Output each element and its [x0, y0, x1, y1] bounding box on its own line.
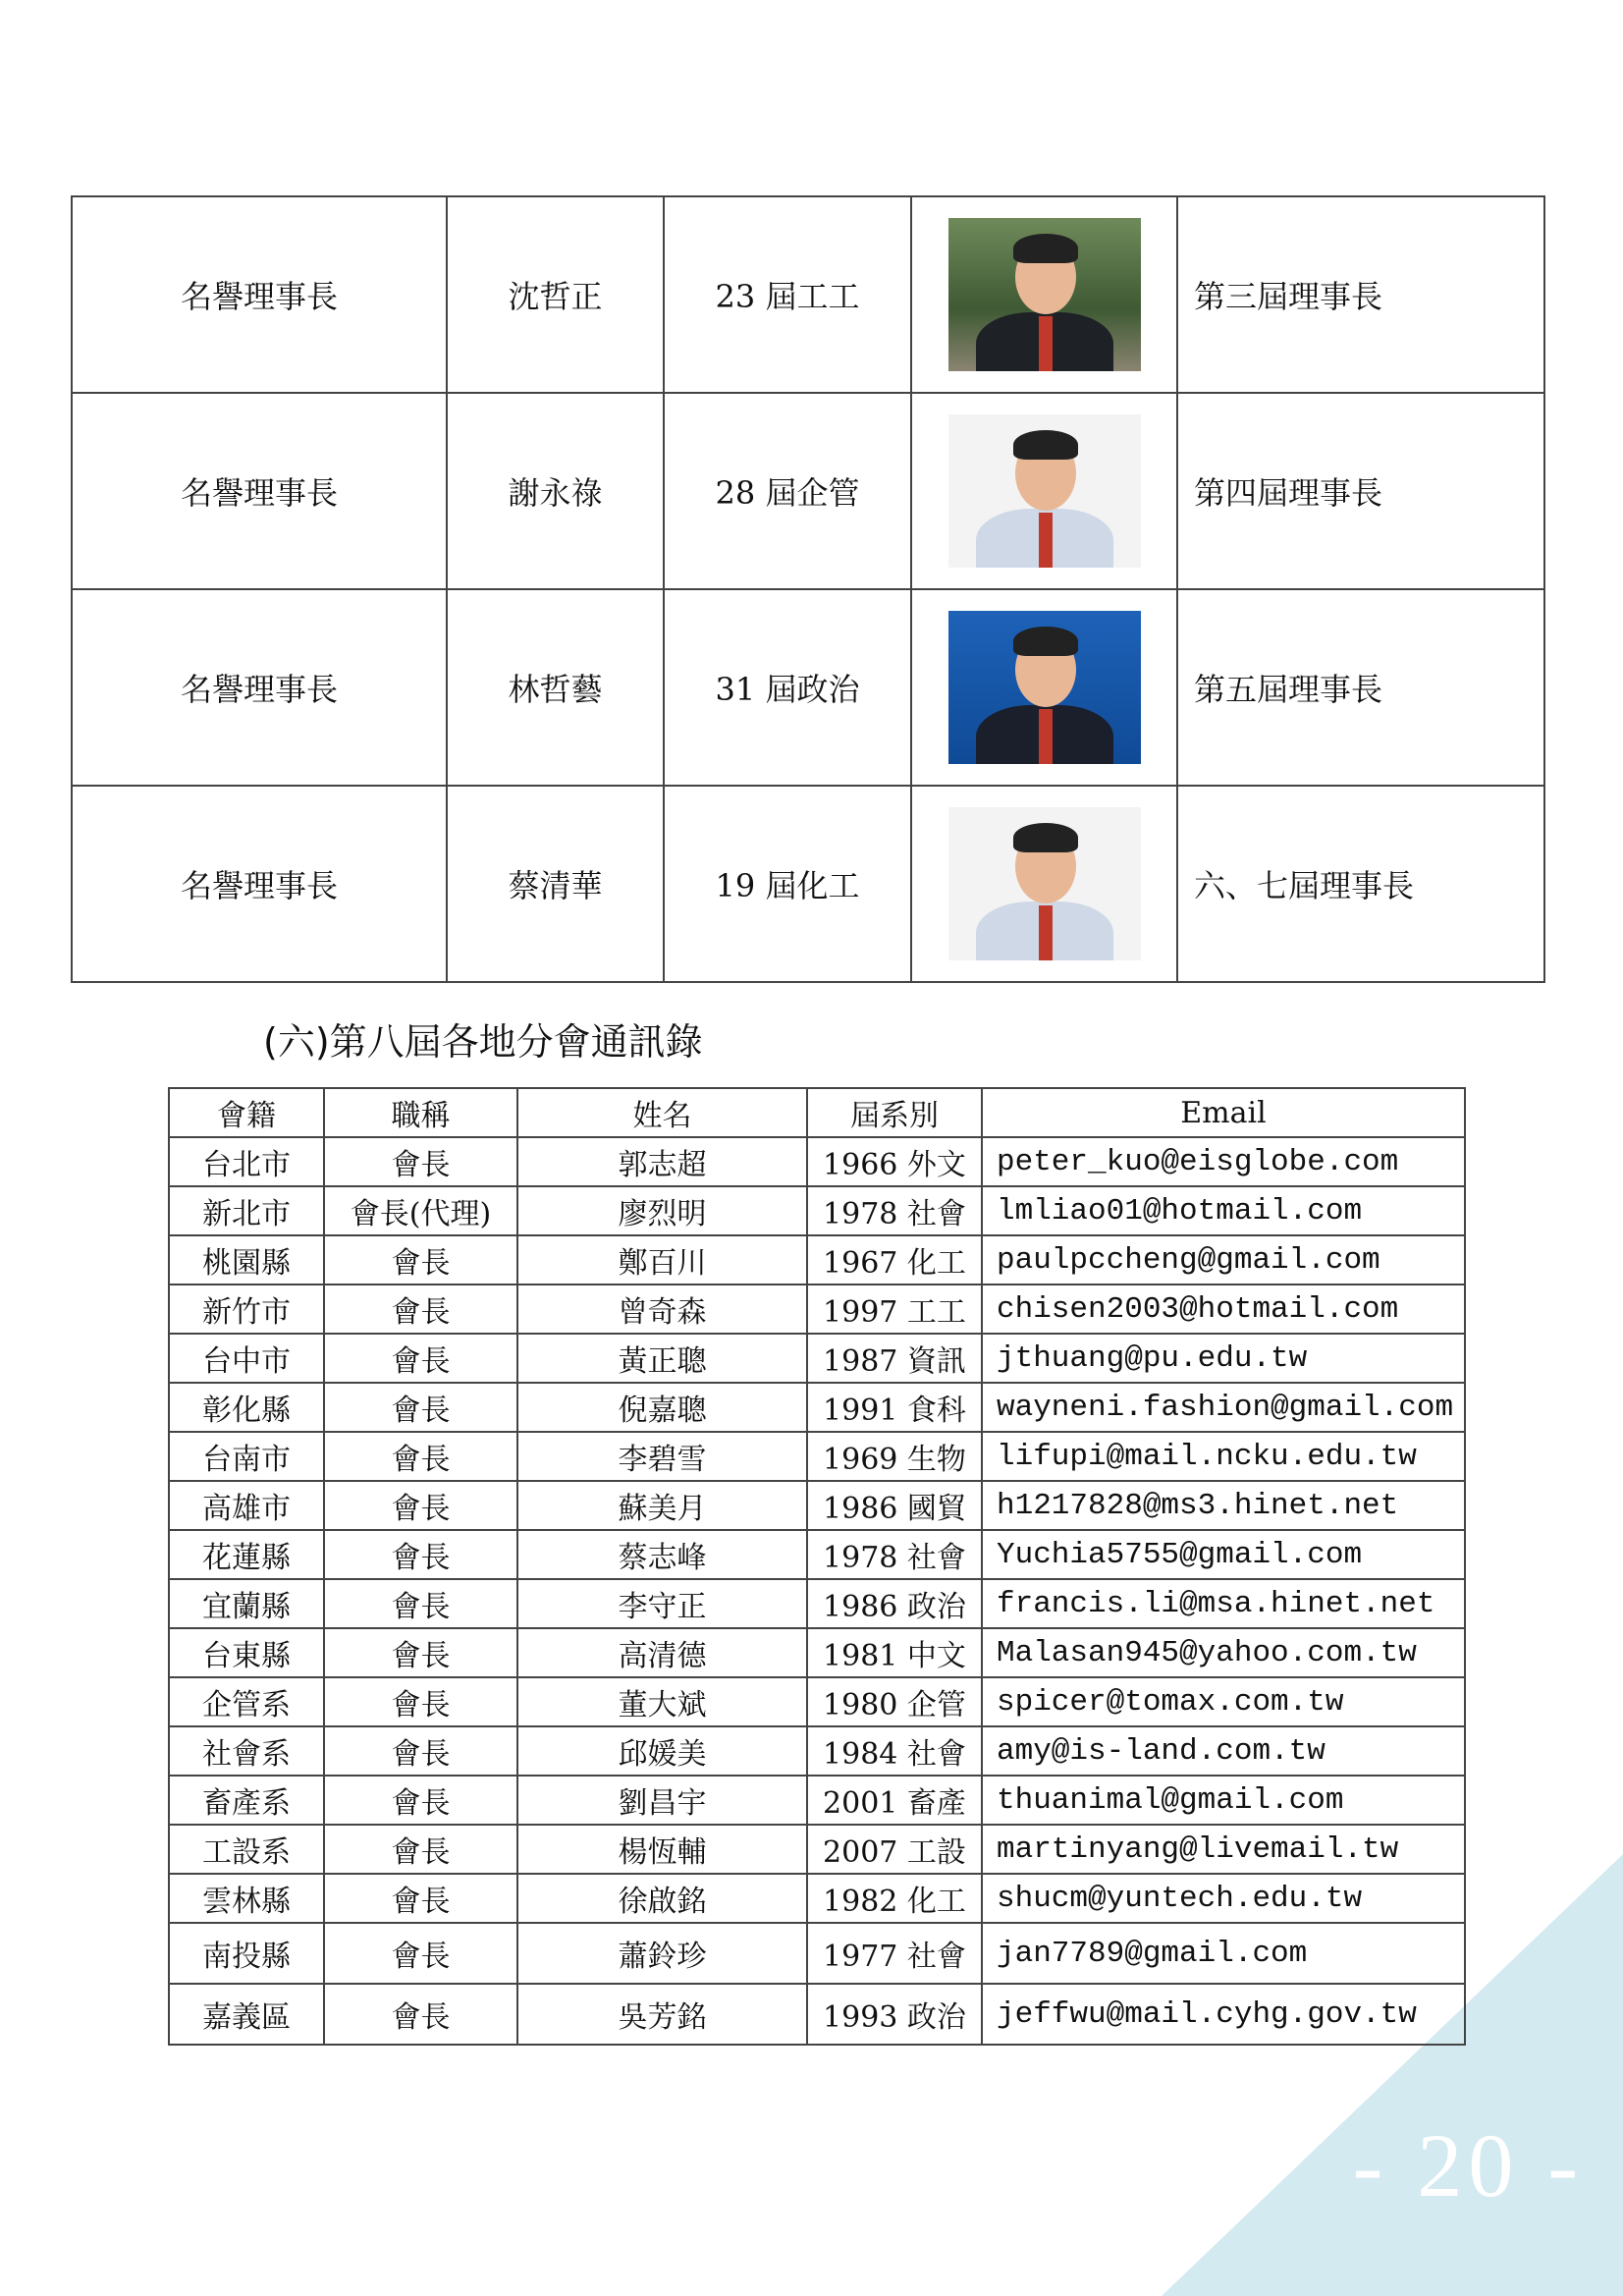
member-name-cell: 曾奇森: [517, 1285, 807, 1334]
member-name-cell: 楊恆輔: [517, 1825, 807, 1874]
position-cell: 會長: [324, 1726, 517, 1776]
table-row: [169, 1186, 1465, 1235]
honorary-row: [72, 196, 1544, 393]
member-name-cell: 郭志超: [517, 1137, 807, 1186]
page-number: - 20 -: [1352, 2115, 1584, 2215]
branch-cell: 彰化縣: [169, 1383, 324, 1432]
position-cell: 會長: [324, 1285, 517, 1334]
member-name-cell: 徐啟銘: [517, 1874, 807, 1923]
member-name-cell: 廖烈明: [517, 1186, 807, 1235]
email-cell: amy@is-land.com.tw: [982, 1726, 1465, 1776]
position-cell: 會長: [324, 1334, 517, 1383]
position-cell: 會長: [324, 1481, 517, 1530]
class-dept-cell: 1987 資訊: [807, 1334, 982, 1383]
class-dept-cell: 1980 企管: [807, 1677, 982, 1726]
position-cell: 會長: [324, 1984, 517, 2045]
column-header: 職稱: [324, 1088, 517, 1137]
branch-cell: 南投縣: [169, 1923, 324, 1984]
branch-cell: 台東縣: [169, 1628, 324, 1677]
table-row: [169, 1628, 1465, 1677]
position-cell: 會長: [324, 1776, 517, 1825]
table-row: [169, 1874, 1465, 1923]
email-cell: thuanimal@gmail.com: [982, 1776, 1465, 1825]
honorary-title: 名譽理事長: [72, 393, 447, 589]
class-dept-cell: 1982 化工: [807, 1874, 982, 1923]
honorary-term: 第四屆理事長: [1177, 393, 1544, 589]
class-dept-cell: 1984 社會: [807, 1726, 982, 1776]
member-name-cell: 鄭百川: [517, 1235, 807, 1285]
class-dept-cell: 1986 國貿: [807, 1481, 982, 1530]
table-row: [169, 1235, 1465, 1285]
position-cell: 會長: [324, 1874, 517, 1923]
table-row: [169, 1776, 1465, 1825]
table-row: [169, 1530, 1465, 1579]
honorary-name: 沈哲正: [447, 196, 664, 393]
class-dept-cell: 1991 食科: [807, 1383, 982, 1432]
column-header: 會籍: [169, 1088, 324, 1137]
honorary-row: [72, 589, 1544, 786]
branch-cell: 雲林縣: [169, 1874, 324, 1923]
member-name-cell: 蘇美月: [517, 1481, 807, 1530]
branch-cell: 桃園縣: [169, 1235, 324, 1285]
email-cell: jthuang@pu.edu.tw: [982, 1334, 1465, 1383]
honorary-row: [72, 393, 1544, 589]
honorary-title: 名譽理事長: [72, 196, 447, 393]
member-name-cell: 董大斌: [517, 1677, 807, 1726]
class-dept-cell: 1977 社會: [807, 1923, 982, 1984]
email-cell: Yuchia5755@gmail.com: [982, 1530, 1465, 1579]
section-title: (六)第八屆各地分會通訊錄: [263, 1020, 703, 1064]
email-cell: paulpccheng@gmail.com: [982, 1235, 1465, 1285]
class-dept-cell: 2007 工設: [807, 1825, 982, 1874]
table-row: [169, 1677, 1465, 1726]
class-dept-cell: 1966 外文: [807, 1137, 982, 1186]
honorary-class: 23 屆工工: [664, 196, 911, 393]
position-cell: 會長: [324, 1923, 517, 1984]
branch-cell: 花蓮縣: [169, 1530, 324, 1579]
honorary-title: 名譽理事長: [72, 786, 447, 982]
member-name-cell: 吳芳銘: [517, 1984, 807, 2045]
position-cell: 會長: [324, 1137, 517, 1186]
honorary-name: 蔡清華: [447, 786, 664, 982]
branch-cell: 台南市: [169, 1432, 324, 1481]
honorary-photo-cell: [911, 786, 1177, 982]
honorary-class: 28 屆企管: [664, 393, 911, 589]
class-dept-cell: 1993 政治: [807, 1984, 982, 2045]
member-name-cell: 邱媛美: [517, 1726, 807, 1776]
branch-cell: 企管系: [169, 1677, 324, 1726]
branch-cell: 畜產系: [169, 1776, 324, 1825]
portrait-photo: [948, 414, 1141, 568]
email-cell: peter_kuo@eisglobe.com: [982, 1137, 1465, 1186]
member-name-cell: 李守正: [517, 1579, 807, 1628]
class-dept-cell: 1981 中文: [807, 1628, 982, 1677]
portrait-photo: [948, 611, 1141, 764]
honorary-photo-cell: [911, 393, 1177, 589]
position-cell: 會長: [324, 1235, 517, 1285]
table-row: [169, 1923, 1465, 1984]
honorary-chairs-table: [71, 195, 1545, 983]
member-name-cell: 倪嘉聰: [517, 1383, 807, 1432]
table-row: [169, 1383, 1465, 1432]
honorary-class: 31 屆政治: [664, 589, 911, 786]
honorary-term: 第三屆理事長: [1177, 196, 1544, 393]
column-header: Email: [982, 1088, 1465, 1137]
table-row: [169, 1334, 1465, 1383]
member-name-cell: 劉昌宇: [517, 1776, 807, 1825]
email-cell: shucm@yuntech.edu.tw: [982, 1874, 1465, 1923]
branch-cell: 嘉義區: [169, 1984, 324, 2045]
branch-cell: 工設系: [169, 1825, 324, 1874]
honorary-name: 林哲藝: [447, 589, 664, 786]
email-cell: Malasan945@yahoo.com.tw: [982, 1628, 1465, 1677]
branch-cell: 高雄市: [169, 1481, 324, 1530]
email-cell: chisen2003@hotmail.com: [982, 1285, 1465, 1334]
branch-cell: 宜蘭縣: [169, 1579, 324, 1628]
member-name-cell: 李碧雪: [517, 1432, 807, 1481]
column-header: 姓名: [517, 1088, 807, 1137]
class-dept-cell: 1978 社會: [807, 1530, 982, 1579]
honorary-row: [72, 786, 1544, 982]
portrait-photo: [948, 807, 1141, 960]
honorary-class: 19 屆化工: [664, 786, 911, 982]
position-cell: 會長: [324, 1579, 517, 1628]
email-cell: spicer@tomax.com.tw: [982, 1677, 1465, 1726]
branch-cell: 社會系: [169, 1726, 324, 1776]
portrait-photo: [948, 218, 1141, 371]
honorary-term: 六、七屆理事長: [1177, 786, 1544, 982]
honorary-title: 名譽理事長: [72, 589, 447, 786]
branch-cell: 新北市: [169, 1186, 324, 1235]
table-row: [169, 1285, 1465, 1334]
honorary-term: 第五屆理事長: [1177, 589, 1544, 786]
member-name-cell: 黃正聰: [517, 1334, 807, 1383]
table-row: [169, 1432, 1465, 1481]
email-cell: francis.li@msa.hinet.net: [982, 1579, 1465, 1628]
honorary-photo-cell: [911, 196, 1177, 393]
email-cell: wayneni.fashion@gmail.com: [982, 1383, 1465, 1432]
email-cell: h1217828@ms3.hinet.net: [982, 1481, 1465, 1530]
table-row: [169, 1984, 1465, 2045]
honorary-photo-cell: [911, 589, 1177, 786]
email-cell: martinyang@livemail.tw: [982, 1825, 1465, 1874]
class-dept-cell: 1997 工工: [807, 1285, 982, 1334]
class-dept-cell: 1967 化工: [807, 1235, 982, 1285]
table-row: [169, 1137, 1465, 1186]
position-cell: 會長(代理): [324, 1186, 517, 1235]
class-dept-cell: 2001 畜產: [807, 1776, 982, 1825]
position-cell: 會長: [324, 1432, 517, 1481]
member-name-cell: 高清德: [517, 1628, 807, 1677]
position-cell: 會長: [324, 1677, 517, 1726]
position-cell: 會長: [324, 1825, 517, 1874]
class-dept-cell: 1986 政治: [807, 1579, 982, 1628]
member-name-cell: 蕭鈴珍: [517, 1923, 807, 1984]
branch-directory-table: [168, 1087, 1466, 2046]
table-row: [169, 1481, 1465, 1530]
class-dept-cell: 1969 生物: [807, 1432, 982, 1481]
table-row: [169, 1726, 1465, 1776]
email-cell: lifupi@mail.ncku.edu.tw: [982, 1432, 1465, 1481]
table-row: [169, 1579, 1465, 1628]
class-dept-cell: 1978 社會: [807, 1186, 982, 1235]
email-cell: jan7789@gmail.com: [982, 1923, 1465, 1984]
branch-cell: 台中市: [169, 1334, 324, 1383]
position-cell: 會長: [324, 1530, 517, 1579]
table-row: [169, 1825, 1465, 1874]
position-cell: 會長: [324, 1628, 517, 1677]
position-cell: 會長: [324, 1383, 517, 1432]
member-name-cell: 蔡志峰: [517, 1530, 807, 1579]
column-header: 屆系別: [807, 1088, 982, 1137]
branch-cell: 新竹市: [169, 1285, 324, 1334]
email-cell: lmliao01@hotmail.com: [982, 1186, 1465, 1235]
branch-cell: 台北市: [169, 1137, 324, 1186]
honorary-name: 謝永祿: [447, 393, 664, 589]
email-cell: jeffwu@mail.cyhg.gov.tw: [982, 1984, 1465, 2045]
